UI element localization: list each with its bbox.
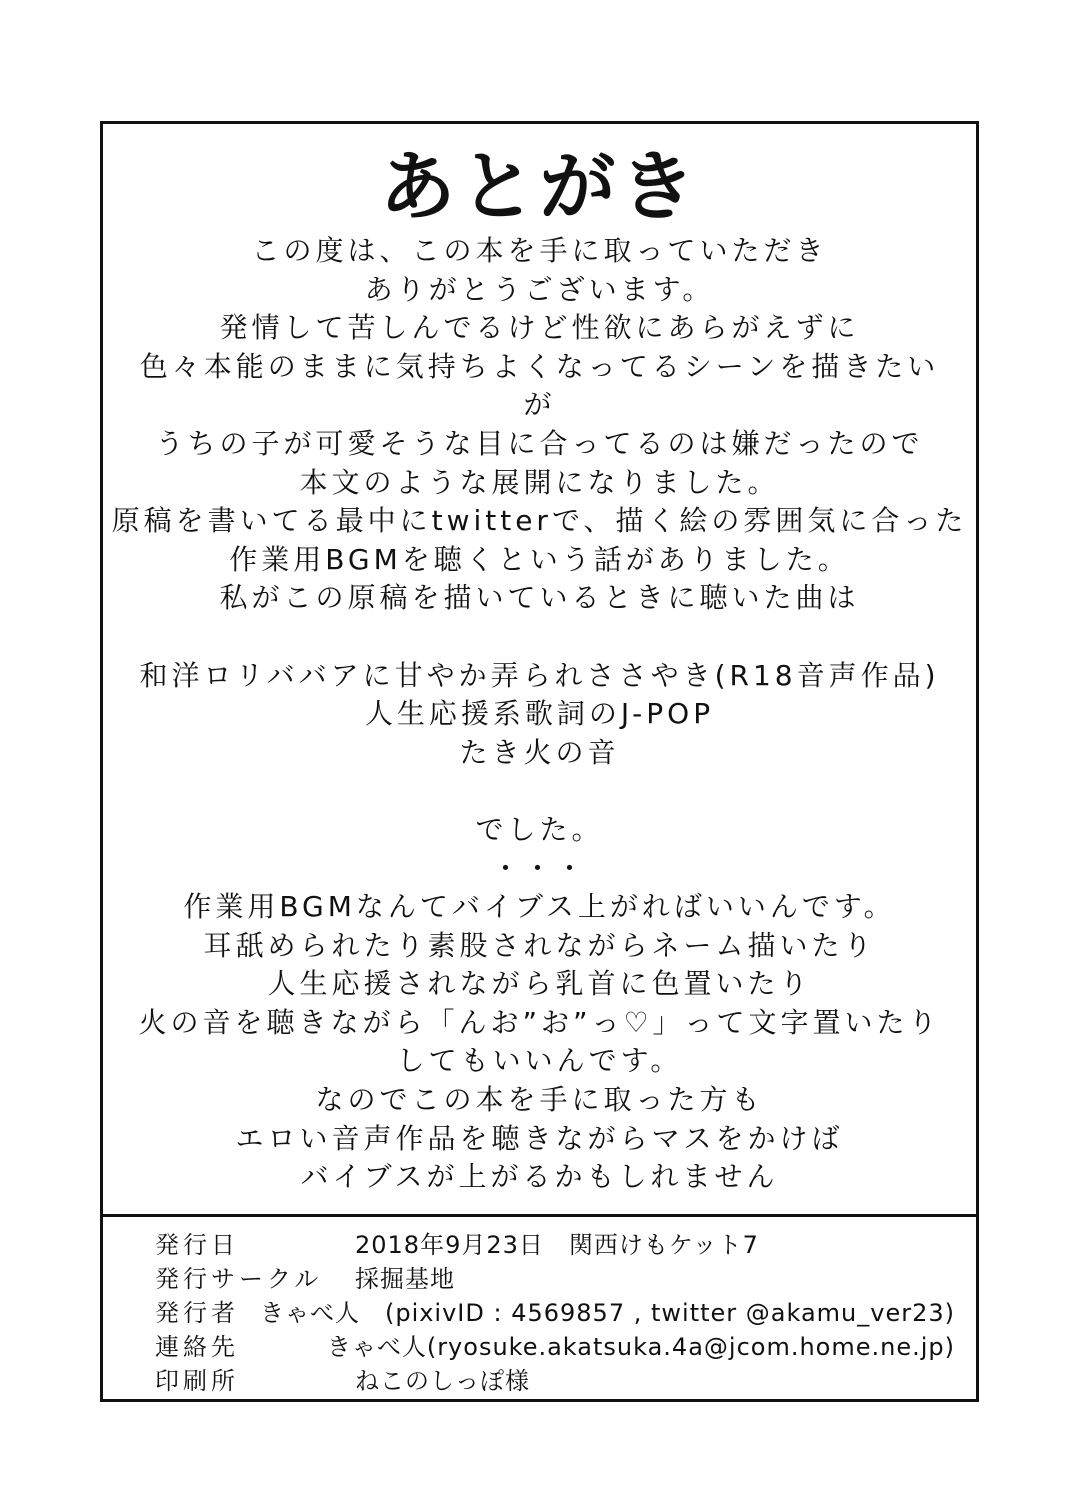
afterword-line: してもいいんです。 xyxy=(396,1044,683,1078)
colophon-divider xyxy=(103,1214,976,1217)
afterword-line: 耳舐められたり素股されながらネーム描いたり xyxy=(203,928,876,962)
afterword-body xyxy=(103,232,976,1197)
afterword-line xyxy=(103,618,976,657)
afterword-line: 私がこの原稿を描いているときに聴いた曲は xyxy=(219,581,860,615)
page-title: あとがき xyxy=(379,142,700,231)
afterword-line: でした。 xyxy=(475,812,604,846)
afterword-line: この度は、この本を手に取っていただき xyxy=(251,234,828,267)
colophon-label: 発行者 xyxy=(155,1299,239,1327)
afterword-line: ありがとうございます。 xyxy=(364,272,715,306)
colophon-row-circle xyxy=(155,1262,955,1296)
afterword-line: 原稿を書いてる最中にtwitterで、描く絵の雰囲気に合った xyxy=(111,504,968,538)
afterword-line: ・・・ xyxy=(491,851,588,885)
afterword-line: 色々本能のままに気持ちよくなってるシーンを描きたい xyxy=(139,349,940,383)
colophon-row-contact xyxy=(155,1330,955,1364)
colophon-label: 発行日 xyxy=(155,1231,239,1259)
afterword-line: 発情して苦しんでるけど性欲にあらがえずに xyxy=(219,311,860,345)
colophon-row-printer xyxy=(155,1364,955,1398)
colophon-row-publisher xyxy=(155,1296,955,1330)
colophon-value: 採掘基地 xyxy=(355,1265,455,1293)
afterword-line: うちの子が可愛そうな目に合ってるのは嫌だったので xyxy=(155,426,924,460)
colophon-value: ねこのしっぽ様 xyxy=(355,1367,530,1395)
afterword-line xyxy=(103,772,976,811)
afterword-line: 作業用BGMを聴くという話がありました。 xyxy=(229,542,850,576)
colophon-row-publish-date xyxy=(155,1228,955,1262)
afterword-line: なのでこの本を手に取った方も xyxy=(315,1083,764,1117)
colophon-label: 連絡先 xyxy=(155,1333,239,1361)
page-frame xyxy=(100,121,979,1402)
afterword-line: バイブスが上がるかもしれません xyxy=(300,1160,779,1194)
afterword-line: 火の音を聴きながら「んお”お”っ♡」って文字置いたり xyxy=(138,1005,941,1039)
afterword-line: エロい音声作品を聴きながらマスをかけば xyxy=(235,1121,844,1155)
colophon xyxy=(155,1228,955,1398)
colophon-label: 発行サークル xyxy=(155,1265,323,1293)
afterword-line: 和洋ロリババアに甘やか弄られささやき(R18音声作品) xyxy=(139,658,940,692)
colophon-value: きゃべ人 (pixivID : 4569857 , twitter @akamu_ver23) xyxy=(259,1299,955,1327)
afterword-line: 本文のような展開になりました。 xyxy=(299,465,780,499)
afterword-line: が xyxy=(523,388,556,422)
afterword-line: 人生応援されながら乳首に色置いたり xyxy=(267,967,812,1001)
afterword-line: たき火の音 xyxy=(459,735,620,769)
colophon-value: きゃべ人(ryosuke.akatsuka.4a@jcom.home.ne.jp) xyxy=(326,1333,955,1361)
afterword-line: 作業用BGMなんてバイブス上がればいいんです。 xyxy=(183,890,896,924)
afterword-line: 人生応援系歌詞のJ-POP xyxy=(364,697,715,731)
colophon-value: 2018年9月23日 関西けもケット7 xyxy=(355,1231,759,1259)
colophon-label: 印刷所 xyxy=(155,1367,239,1395)
